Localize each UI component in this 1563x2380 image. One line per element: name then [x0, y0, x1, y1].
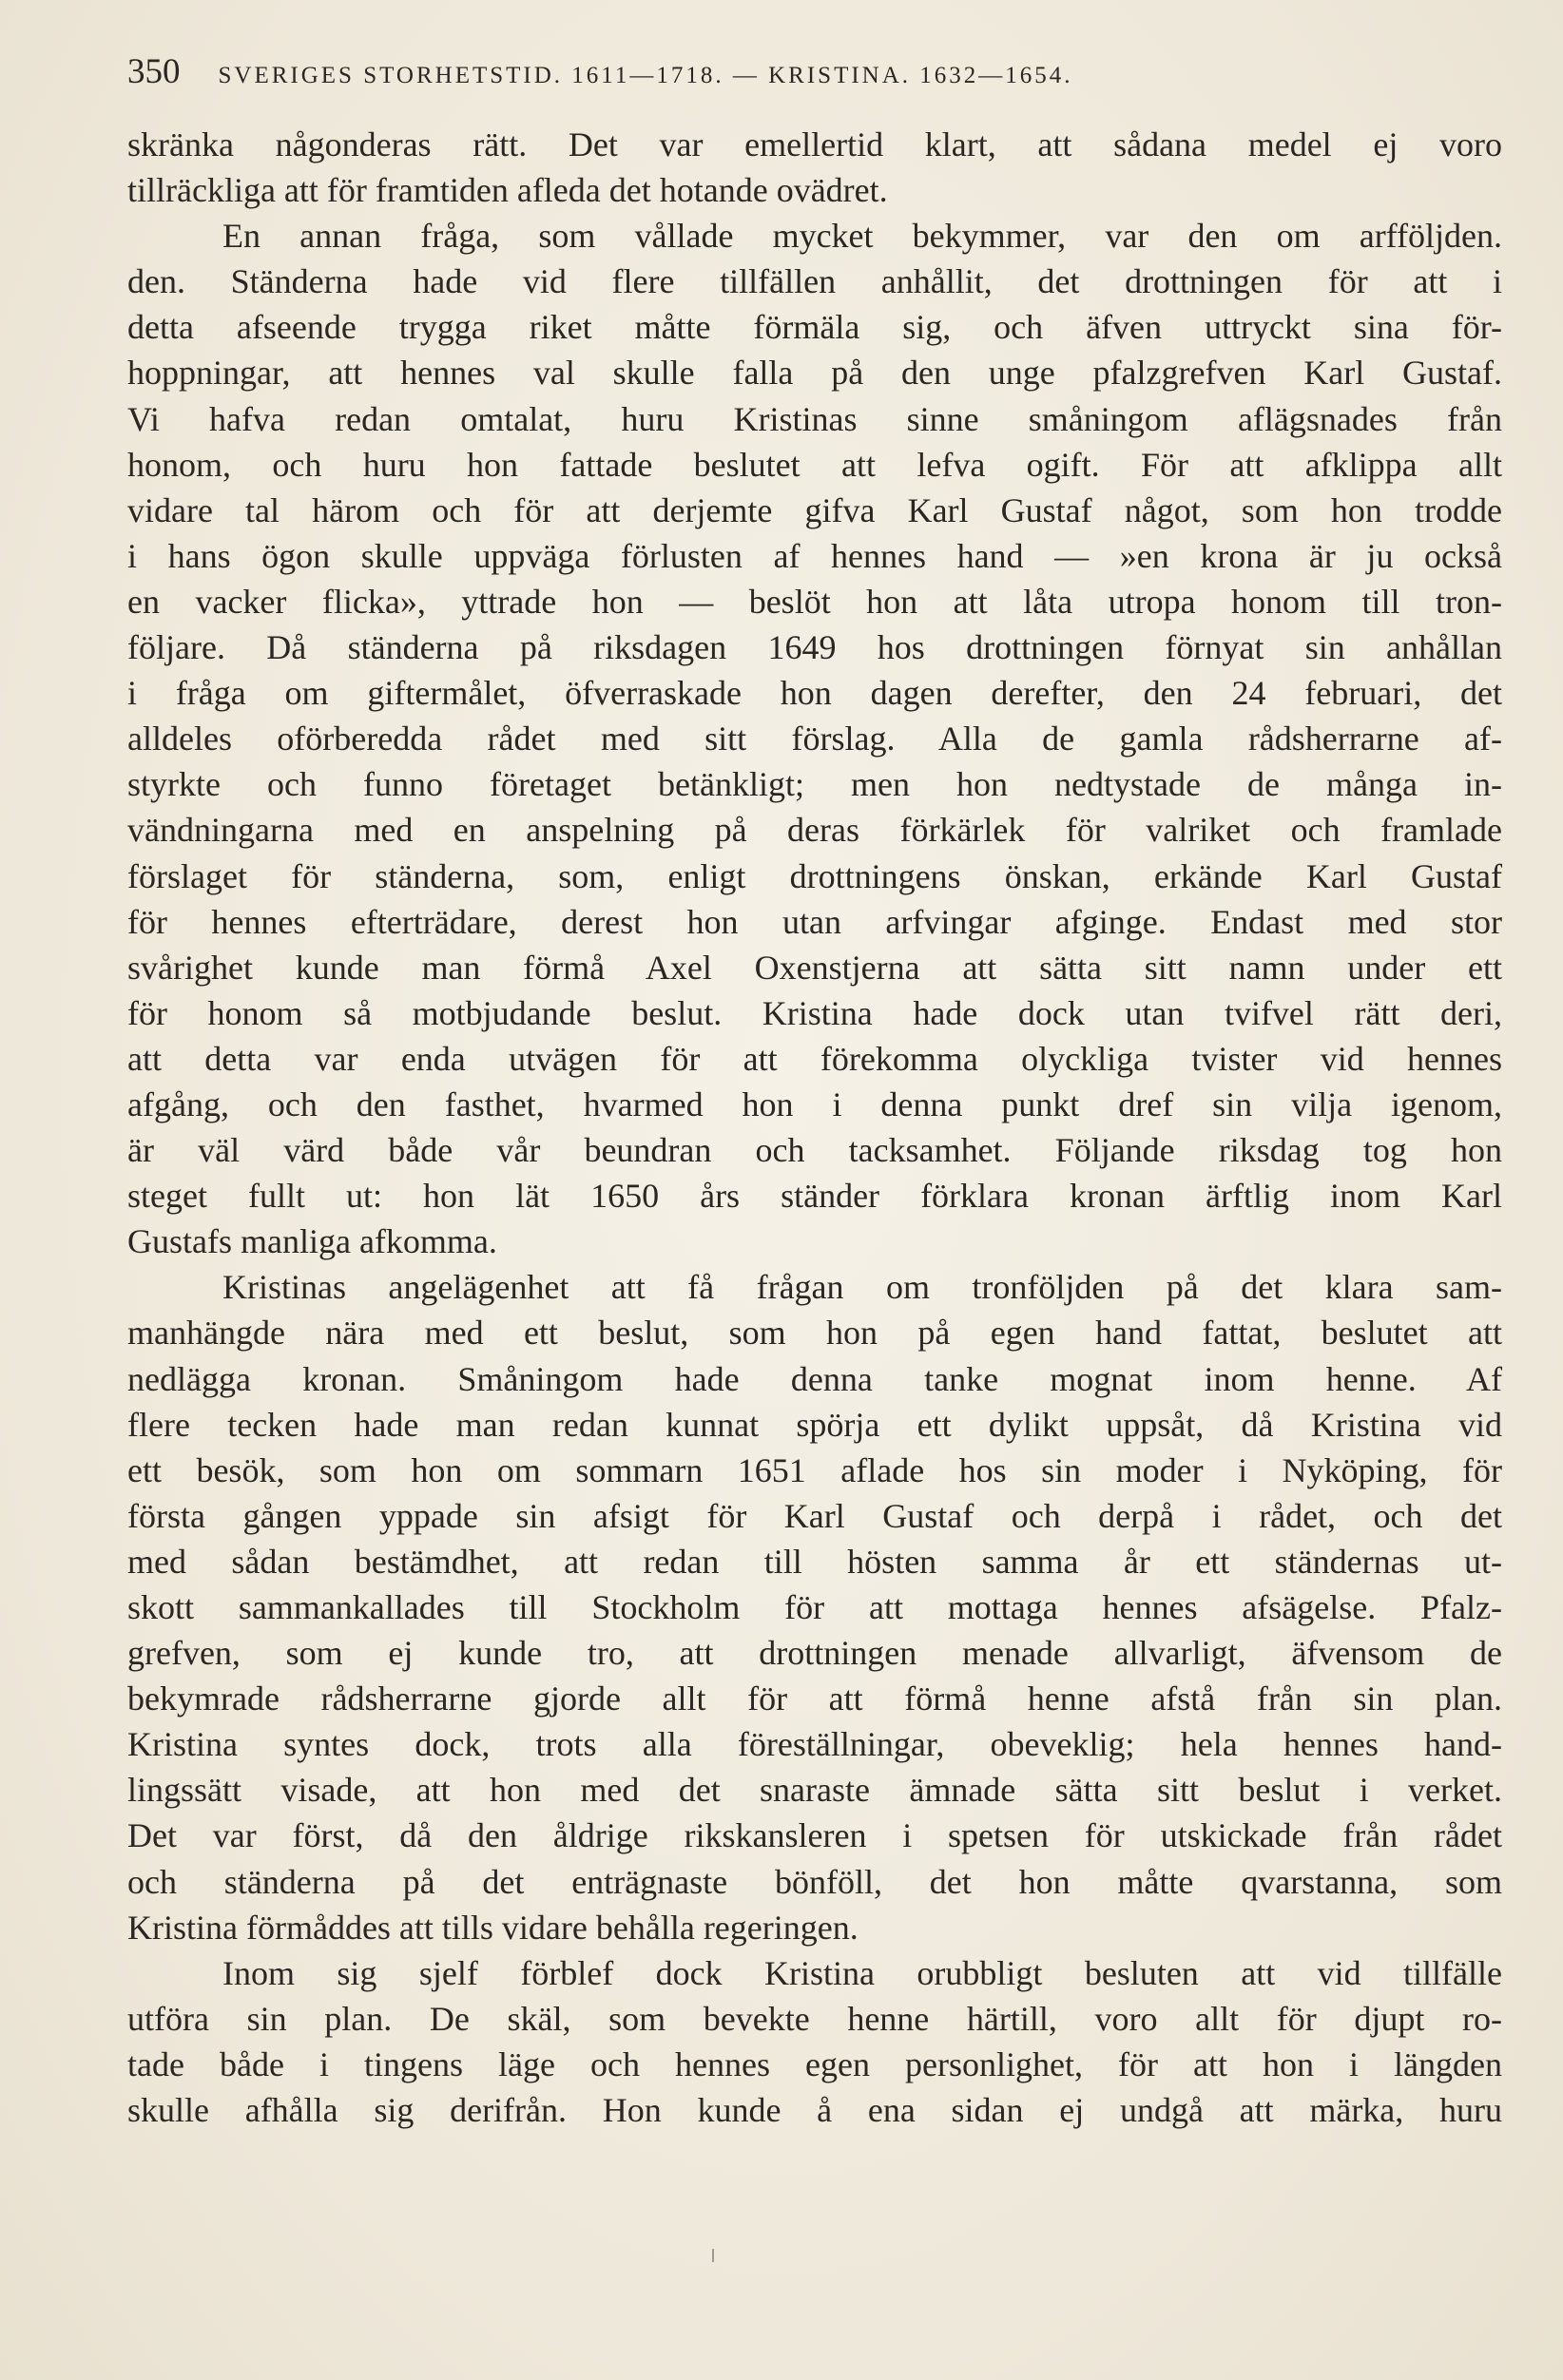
text-line: och ständerna på det enträgnaste bönföll, det hon måtte qvarstanna, som — [127, 1862, 1502, 1901]
page-number: 350 — [127, 52, 181, 91]
text-line: Vi hafva redan omtalat, huru Kristinas sinne småningom aflägsnades från — [127, 399, 1502, 438]
text-line: skott sammankallades till Stockholm för att mottaga hennes afsägelse. Pfalz- — [127, 1588, 1502, 1626]
text-line: förslaget för ständerna, som, enligt drottningens önskan, erkände Karl Gustaf — [127, 856, 1502, 895]
running-title: SVERIGES STORHETSTID. 1611—1718. — KRISTINA. 1632—1654. — [218, 63, 1073, 88]
text-line: för honom så motbjudande beslut. Kristina hade dock utan tvifvel rätt deri, — [127, 993, 1502, 1032]
text-line: i fråga om giftermålet, öfverraskade hon dagen derefter, den 24 februari, det — [127, 674, 1502, 713]
text-line: vändningarna med en anspelning på deras förkärlek för valriket och framlade — [127, 811, 1502, 850]
text-line: steget fullt ut: hon lät 1650 års ständer förklara kronan ärftlig inom Karl — [127, 1177, 1502, 1216]
text-line: för hennes efterträdare, derest hon utan arfvingar afginge. Endast med stor — [127, 902, 1502, 941]
text-line: nedlägga kronan. Småningom hade denna tanke mognat inom henne. Af — [127, 1359, 1502, 1398]
text-line: hoppningar, att hennes val skulle falla på den unge pfalzgrefven Karl Gustaf. — [127, 354, 1502, 393]
text-line: den. Ständerna hade vid flere tillfällen anhållit, det drottningen för att i — [127, 262, 1502, 301]
text-line: bekymrade rådsherrarne gjorde allt för att förmå henne afstå från sin plan. — [127, 1679, 1502, 1718]
text-line: med sådan bestämdhet, att redan till hösten samma år ett ständernas ut- — [127, 1542, 1502, 1581]
text-line: Det var först, då den åldrige rikskansleren i spetsen för utskickade från rådet — [127, 1816, 1502, 1855]
text-line: manhängde nära med ett beslut, som hon på egen hand fattat, beslutet att — [127, 1314, 1502, 1353]
text-line: Kristinas angelägenhet att få frågan om tronföljden på det klara sam- — [222, 1268, 1502, 1307]
text-line: Inom sig sjelf förblef dock Kristina orubbligt besluten att vid tillfälle — [222, 1953, 1502, 1992]
text-line: tade både i tingens läge och hennes egen personlighet, för att hon i längden — [127, 2044, 1502, 2083]
text-line: Kristina syntes dock, trots alla föreställningar, obeveklig; hela hennes hand- — [127, 1725, 1502, 1764]
body-text — [127, 122, 1502, 2133]
text-line: är väl värd både vår beundran och tacksamhet. Följande riksdag tog hon — [127, 1131, 1502, 1170]
text-line: en vacker flicka», yttrade hon — beslöt hon att låta utropa honom till tron- — [127, 582, 1502, 621]
text-line: svårighet kunde man förmå Axel Oxenstjerna att sätta sitt namn under ett — [127, 948, 1502, 987]
text-line: vidare tal härom och för att derjemte gifva Karl Gustaf något, som hon trodde — [127, 490, 1502, 529]
text-line: Gustafs manliga afkomma. — [127, 1222, 497, 1261]
text-line: tillräckliga att för framtiden afleda det hotande ovädret. — [127, 171, 888, 210]
text-line: att detta var enda utvägen för att förekomma olyckliga tvister vid hennes — [127, 1039, 1502, 1078]
text-line: Kristina förmåddes att tills vidare behålla regeringen. — [127, 1908, 859, 1947]
text-line: afgång, och den fasthet, hvarmed hon i denna punkt dref sin vilja igenom, — [127, 1084, 1502, 1123]
text-line: detta afseende trygga riket måtte förmäla sig, och äfven uttryckt sina för- — [127, 308, 1502, 347]
text-line: styrkte och funno företaget betänkligt; men hon nedtystade de många in- — [127, 765, 1502, 804]
text-line: skulle afhålla sig derifrån. Hon kunde å ena sidan ej undgå att märka, huru — [127, 2091, 1502, 2130]
text-line: skränka någonderas rätt. Det var emellertid klart, att sådana medel ej voro — [127, 125, 1502, 163]
text-line: första gången yppade sin afsigt för Karl Gustaf och derpå i rådet, och det — [127, 1496, 1502, 1535]
text-line: ett besök, som hon om sommarn 1651 aflade hos sin moder i Nyköping, för — [127, 1450, 1502, 1489]
text-line: lingssätt visade, att hon med det snaraste ämnade sätta sitt beslut i verket. — [127, 1771, 1502, 1810]
text-line: honom, och huru hon fattade beslutet att lefva ogift. För att afklippa allt — [127, 445, 1502, 484]
text-line: alldeles oförberedda rådet med sitt förslag. Alla de gamla rådsherrarne af- — [127, 720, 1502, 758]
text-line: utföra sin plan. De skäl, som bevekte henne härtill, voro allt för djupt ro- — [127, 1999, 1502, 2038]
print-mark — [712, 2249, 714, 2262]
running-head — [127, 51, 1496, 97]
text-line: följare. Då ständerna på riksdagen 1649 hos drottningen förnyat sin anhållan — [127, 628, 1502, 667]
text-line: i hans ögon skulle uppväga förlusten af hennes hand — »en krona är ju också — [127, 536, 1502, 575]
text-line: En annan fråga, som vållade mycket bekymmer, var den om arfföljden. — [222, 217, 1502, 256]
text-line: grefven, som ej kunde tro, att drottningen menade allvarligt, äfvensom de — [127, 1634, 1502, 1673]
text-line: flere tecken hade man redan kunnat spörja ett dylikt uppsåt, då Kristina vid — [127, 1405, 1502, 1444]
